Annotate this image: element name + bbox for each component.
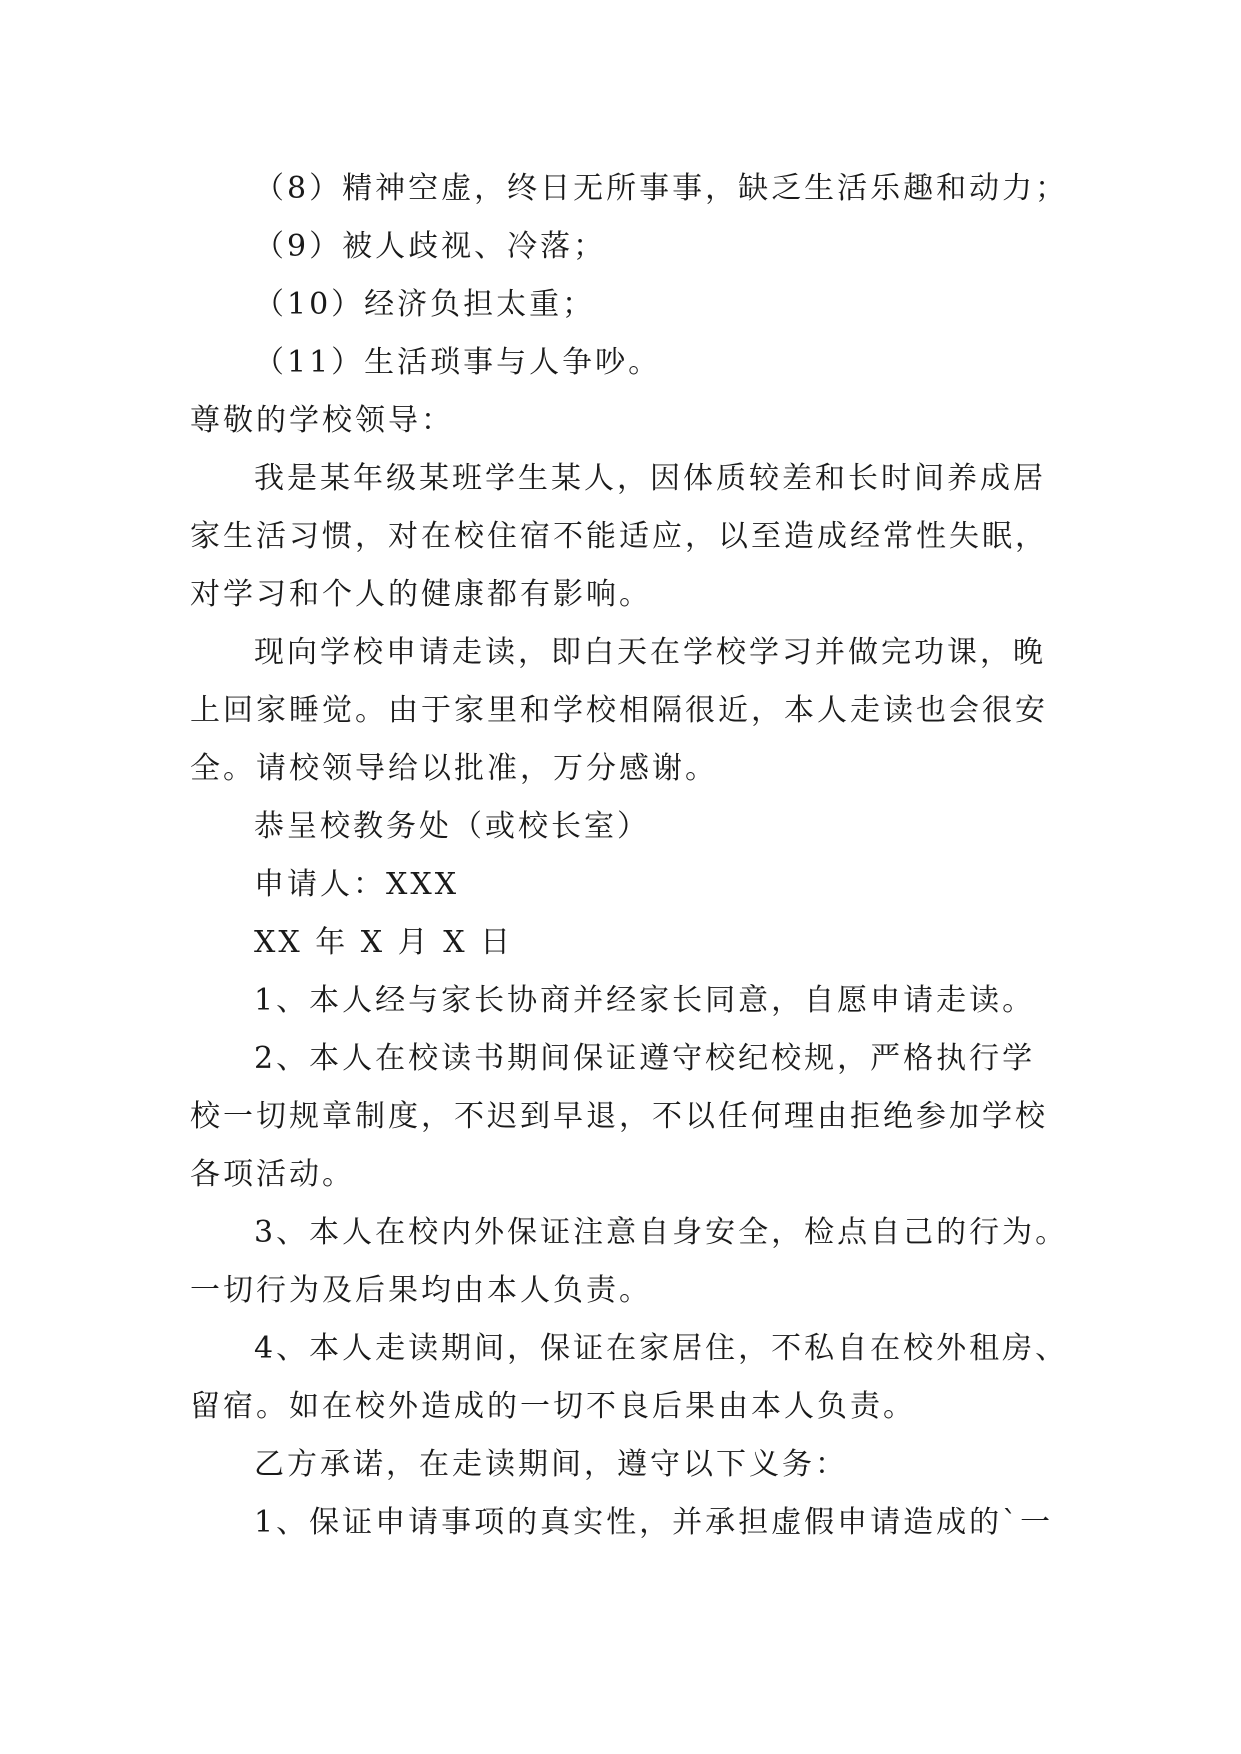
document-line: 我是某年级某班学生某人，因体质较差和长时间养成居: [254, 461, 1046, 496]
document-line: 上回家睡觉。由于家里和学校相隔很近，本人走读也会很安: [190, 693, 1048, 728]
document-line: （10）经济负担太重；: [254, 287, 596, 322]
document-line: 3、本人在校内外保证注意自身安全，检点自己的行为。: [254, 1215, 1069, 1250]
document-line: 家生活习惯，对在校住宿不能适应，以至造成经常性失眠，: [190, 519, 1048, 554]
document-line: 1、本人经与家长协商并经家长同意，自愿申请走读。: [254, 983, 1036, 1018]
document-line: 全。请校领导给以批准，万分感谢。: [190, 751, 718, 786]
document-line: 各项活动。: [190, 1157, 355, 1192]
document-line: 留宿。如在校外造成的一切不良后果由本人负责。: [190, 1389, 916, 1424]
document-line: 4、本人走读期间，保证在家居住，不私自在校外租房、: [254, 1331, 1069, 1366]
document-line: 1、保证申请事项的真实性，并承担虚假申请造成的`一: [254, 1505, 1054, 1540]
document-line: 现向学校申请走读，即白天在学校学习并做完功课，晚: [254, 635, 1046, 670]
document-line: （11）生活琐事与人争吵。: [254, 345, 662, 380]
document-line: 2、本人在校读书期间保证遵守校纪校规，严格执行学: [254, 1041, 1036, 1076]
document-line: 恭呈校教务处（或校长室）: [254, 809, 650, 844]
document-line: （8）精神空虚，终日无所事事，缺乏生活乐趣和动力；: [254, 171, 1069, 206]
document-line: 尊敬的学校领导：: [190, 403, 454, 438]
document-line: 校一切规章制度，不迟到早退，不以任何理由拒绝参加学校: [190, 1099, 1048, 1134]
document-line: 一切行为及后果均由本人负责。: [190, 1273, 652, 1308]
document-line: XX 年 X 月 X 日: [254, 925, 514, 960]
document-line: 乙方承诺，在走读期间，遵守以下义务：: [254, 1447, 848, 1482]
document-line: 申请人：XXX: [254, 867, 460, 902]
document-line: （9）被人歧视、冷落；: [254, 229, 607, 264]
document-line: 对学习和个人的健康都有影响。: [190, 577, 652, 612]
document-body: [190, 160, 1070, 1552]
